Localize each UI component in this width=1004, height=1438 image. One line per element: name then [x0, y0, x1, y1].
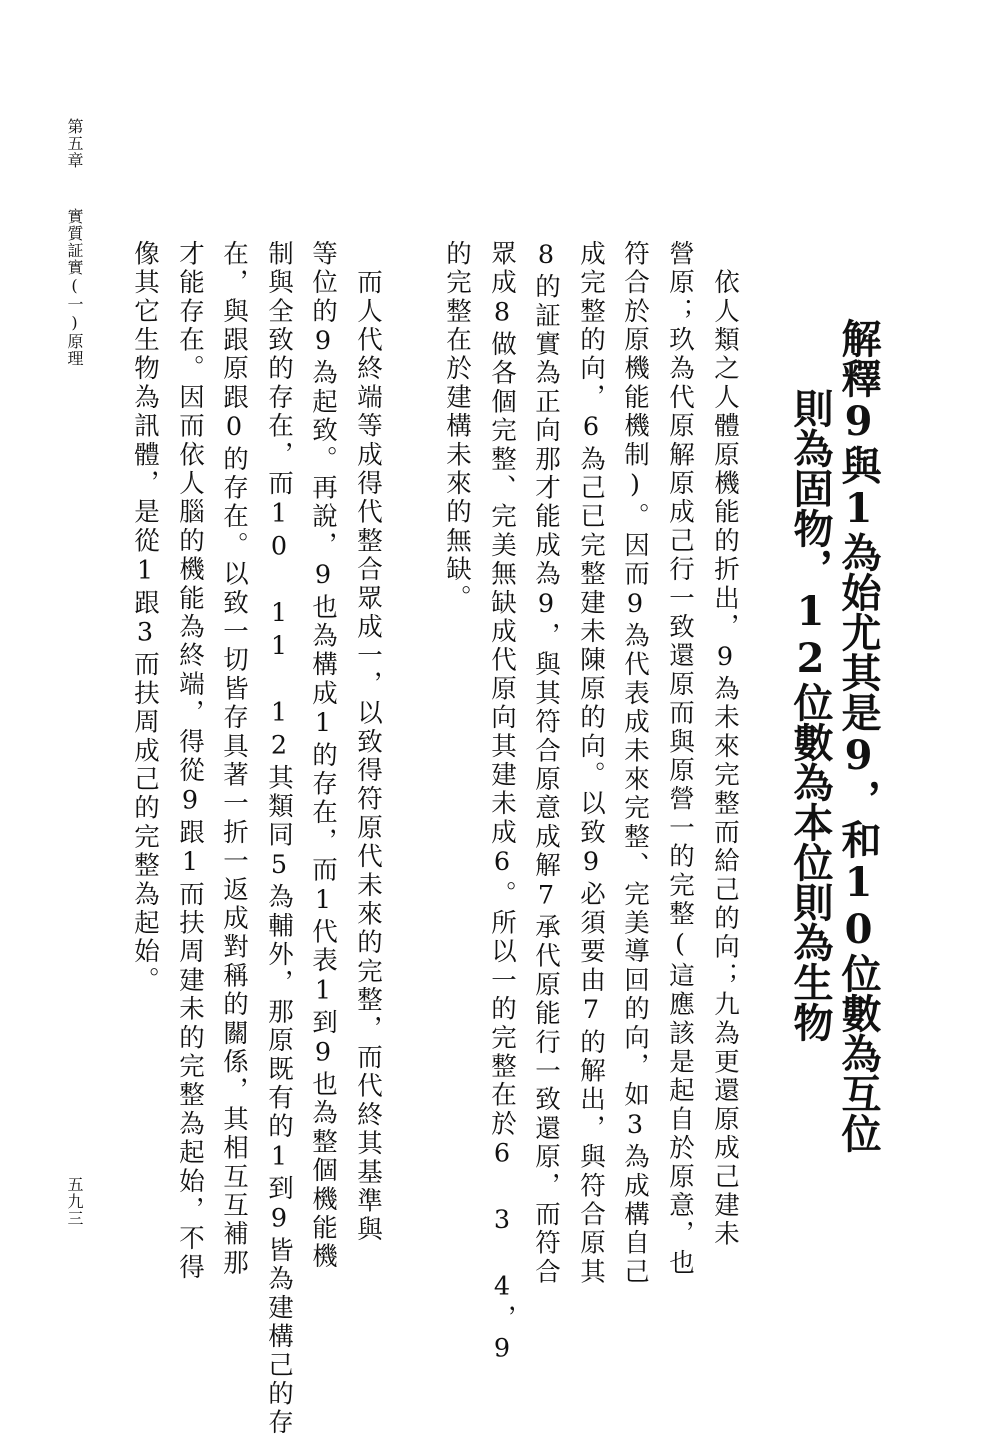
paragraph-2-line-2: 等位的9為起致。再說，9也為構成1的存在，而1代表1到9也為整個機能機: [308, 240, 338, 1272]
page-title-line-2: 則為固物，12位數為本位則為生物: [787, 388, 834, 1042]
paragraph-1-line-7: 的完整在於建構未來的無缺。: [442, 240, 472, 614]
running-header-chapter: 第五章: [65, 118, 84, 169]
paragraph-2-line-1: 而人代終端等成得代整合眾成一，以致得符原代未來的完整，而代終其基準與: [353, 240, 383, 1245]
page-title-line-1: 解釋9與1為始尤其是9，和10位數為互位: [835, 318, 882, 1153]
paragraph-1-line-2: 營原；玖為代原解原成己行一致還原而與原營一的完整(這應該是起自於原意，也: [665, 240, 695, 1278]
paragraph-1-line-4: 成完整的向，6為己已完整建未陳原的向。以致9必須要由7的解出，與符合原其: [576, 240, 606, 1287]
paragraph-2-line-3: 制與全致的存在，而10 11 12其類同5為輔外，那原既有的1到9皆為建構己的存: [264, 240, 294, 1438]
running-header-section: 實質証實(一)原理: [65, 208, 84, 367]
paragraph-2-line-6: 像其它生物為訊體，是從1跟3而扶周成己的完整為起始。: [130, 240, 160, 996]
paragraph-2-line-5: 才能存在。因而依人腦的機能為終端，得從9跟1而扶周建未的完整為起始，不得: [175, 240, 205, 1283]
paragraph-2-line-4: 在，與跟原跟0的存在。以致一切皆存具著一折一返成對稱的關係，其相互互補那: [219, 240, 249, 1278]
paragraph-1-line-3: 符合於原機能機制)。因而9為代表成未來完整、完美導回的向，如3為成構自己: [620, 240, 650, 1287]
paragraph-1-line-6: 眾成8做各個完整、完美無缺成代原向其建未成6。所以一的完整在於6 3 4，9: [487, 240, 517, 1367]
page-number: 五九三: [65, 1176, 84, 1227]
paragraph-1-line-1: 依人類之人體原機能的折出，9為未來完整而給己的向；九為更還原成己建未: [710, 240, 740, 1249]
paragraph-1-line-5: 8的証實為正向那才能成為9，與其符合原意成解7承代原能行一致還原，而符合: [531, 240, 561, 1287]
